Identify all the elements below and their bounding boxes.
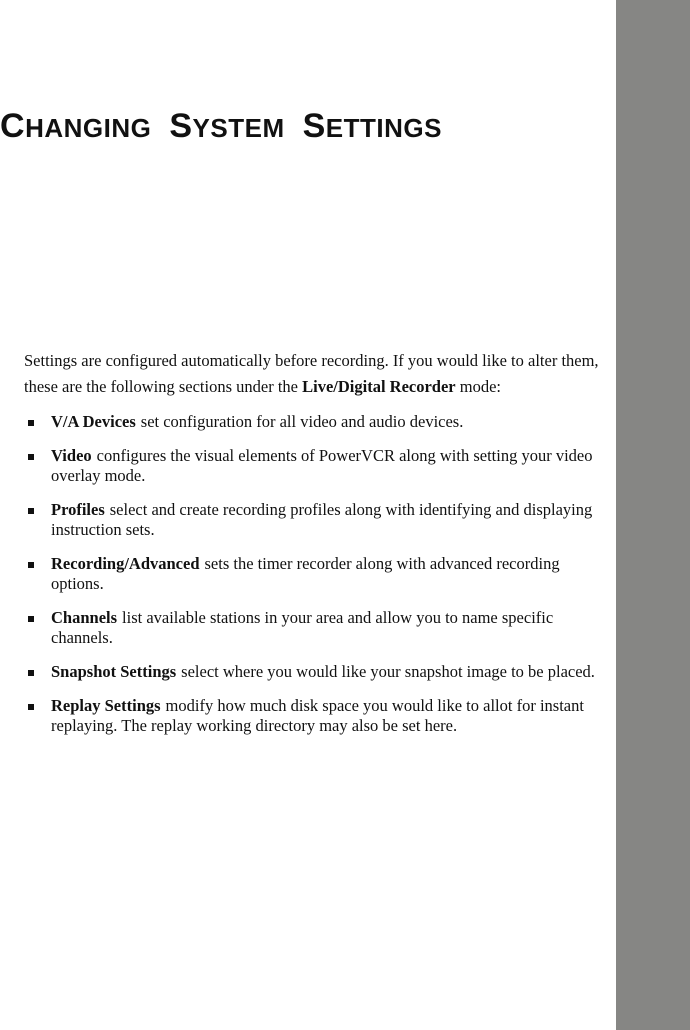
bullet-icon bbox=[28, 562, 34, 568]
bullet-icon bbox=[28, 704, 34, 710]
list-item bbox=[28, 412, 613, 432]
section-description: sets the timer recorder along with advanced recording options. bbox=[51, 554, 560, 593]
list-item bbox=[28, 500, 613, 540]
list-item bbox=[28, 554, 613, 594]
section-name: Snapshot Settings bbox=[51, 662, 177, 681]
list-item bbox=[28, 446, 613, 486]
bullet-icon bbox=[28, 616, 34, 622]
bullet-icon bbox=[28, 420, 34, 426]
bullet-icon bbox=[28, 454, 34, 460]
mode-name: Live/Digital Recorder bbox=[302, 377, 456, 396]
title-word: CHANGING bbox=[0, 107, 152, 145]
section-description: modify how much disk space you would like to allot for instant replaying. The replay working directory may also be set here. bbox=[51, 696, 584, 735]
section-name: Recording/Advanced bbox=[51, 554, 200, 573]
section-name: Profiles bbox=[51, 500, 105, 519]
section-description: select where you would like your snapshot image to be placed. bbox=[181, 662, 595, 681]
page-title bbox=[0, 104, 442, 150]
section-description: set configuration for all video and audio devices. bbox=[140, 412, 464, 431]
section-name: Replay Settings bbox=[51, 696, 161, 715]
title-word: SETTINGS bbox=[302, 107, 442, 145]
list-item bbox=[28, 662, 613, 682]
intro-paragraph bbox=[24, 348, 609, 400]
list-item bbox=[28, 608, 613, 648]
section-description: select and create recording profiles along with identifying and displaying instruction sets. bbox=[51, 500, 593, 539]
intro-text: Settings are configured automatically before recording. If you would like to alter them, these are the following sections under the bbox=[24, 351, 599, 396]
intro-text-end: mode: bbox=[455, 377, 501, 396]
list-item bbox=[28, 696, 613, 736]
section-description: list available stations in your area and allow you to name specific channels. bbox=[51, 608, 554, 647]
section-name: V/A Devices bbox=[51, 412, 136, 431]
bullet-icon bbox=[28, 670, 34, 676]
title-word: SYSTEM bbox=[169, 107, 285, 145]
section-name: Channels bbox=[51, 608, 118, 627]
bullet-icon bbox=[28, 508, 34, 514]
section-name: Video bbox=[51, 446, 92, 465]
chapter-side-tab bbox=[616, 0, 690, 1030]
settings-section-list bbox=[28, 412, 613, 750]
section-description: configures the visual elements of PowerVCR along with setting your video overlay mode. bbox=[51, 446, 593, 485]
